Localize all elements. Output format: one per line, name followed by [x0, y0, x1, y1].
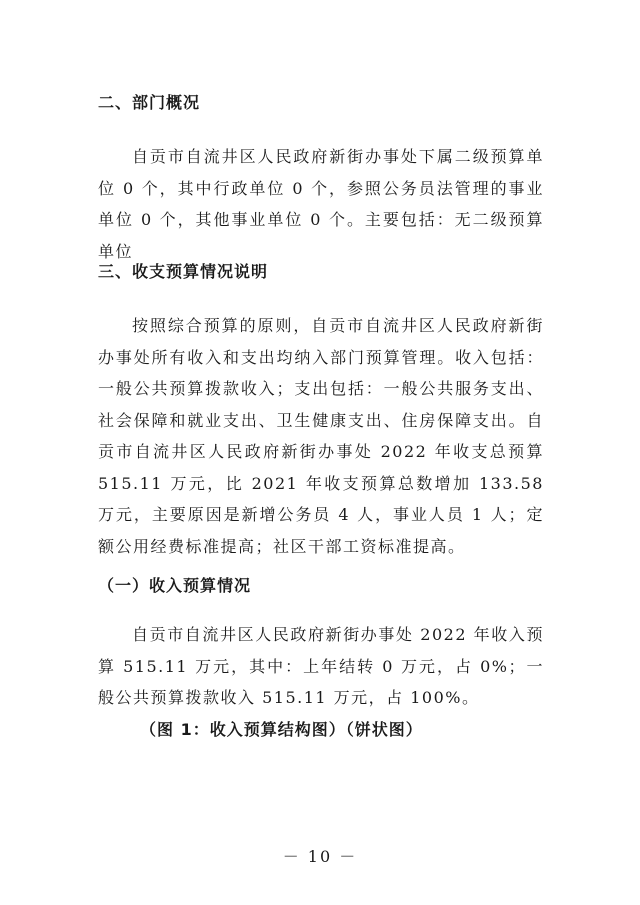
income-budget-paragraph: 自贡市自流井区人民政府新街办事处 2022 年收入预算 515.11 万元，其中：上年结转 0 万元，占 0%；一般公共预算拨款收入 515.11 万元，占 100%。 — [98, 625, 544, 707]
figure-caption: （图 1：收入预算结构图）（饼状图） — [140, 720, 423, 739]
budget-description-paragraph: 按照综合预算的原则，自贡市自流井区人民政府新街办事处所有收入和支出均纳入部门预算管理。收入包括：一般公共预算拨款收入；支出包括：一般公共服务支出、社会保障和就业支出、卫生健康支出、住房保障支出。自贡市自流井区人民政府新街办事处 2022 年收支总预算 515.11 万元，比 2021 年收支预算总数增加 133.58 万元，主要原因是新增公务员 4 人，事业人员 1 人；定额公用经费标准提高；社区干部工资标准提高。 — [98, 316, 544, 556]
section-heading-department-overview: 二、部门概况 — [98, 93, 201, 112]
page-number: － 10 － — [282, 847, 358, 866]
department-overview-paragraph: 自贡市自流井区人民政府新街办事处下属二级预算单位 0 个，其中行政单位 0 个，参照公务员法管理的事业单位 0 个，其他事业单位 0 个。主要包括：无二级预算单位 — [98, 147, 544, 261]
section-heading-budget-description: 三、收支预算情况说明 — [98, 262, 269, 281]
subsection-heading-income-budget: （一）收入预算情况 — [98, 576, 252, 595]
